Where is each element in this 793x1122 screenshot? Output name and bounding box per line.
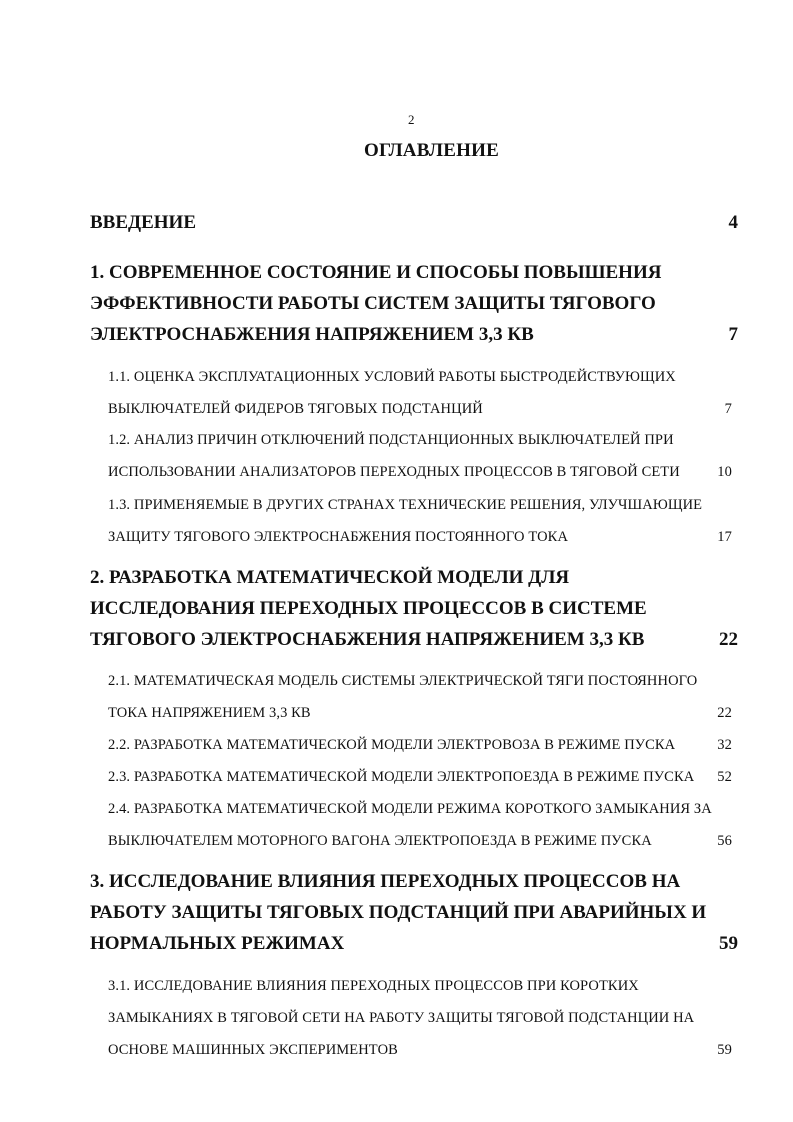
toc-entry-title-line: 1.1. ОЦЕНКА ЭКСПЛУАТАЦИОННЫХ УСЛОВИЙ РАБОТЫ БЫСТРОДЕЙСТВУЮЩИХ [108,369,676,385]
toc-entry-title-line: 2.4. РАЗРАБОТКА МАТЕМАТИЧЕСКОЙ МОДЕЛИ РЕЖИМА КОРОТКОГО ЗАМЫКАНИЯ ЗА [108,801,712,817]
toc-entry-title-line: 2.2. РАЗРАБОТКА МАТЕМАТИЧЕСКОЙ МОДЕЛИ ЭЛЕКТРОВОЗА В РЕЖИМЕ ПУСКА [108,737,676,753]
toc-entry-title-line: ЭЛЕКТРОСНАБЖЕНИЯ НАПРЯЖЕНИЕМ 3,3 КВ [90,324,534,345]
toc-entry-title-line: ЭФФЕКТИВНОСТИ РАБОТЫ СИСТЕМ ЗАЩИТЫ ТЯГОВОГО [90,293,656,314]
toc-entry-page: 7 [724,401,732,417]
toc-section-2-3[interactable] [108,761,732,793]
toc-entry-title-line: РАБОТУ ЗАЩИТЫ ТЯГОВЫХ ПОДСТАНЦИЙ ПРИ АВАРИЙНЫХ И [90,902,707,923]
toc-entry-page: 10 [717,464,732,480]
toc-entry-page: 17 [717,529,732,545]
toc-entry-title-line: 1. СОВРЕМЕННОЕ СОСТОЯНИЕ И СПОСОБЫ ПОВЫШЕНИЯ [90,262,662,283]
toc-entry-title-line: 2.1. МАТЕМАТИЧЕСКАЯ МОДЕЛЬ СИСТЕМЫ ЭЛЕКТРИЧЕСКОЙ ТЯГИ ПОСТОЯННОГО [108,673,698,689]
toc-section-3-1[interactable] [108,970,732,1066]
toc-section-2-2[interactable] [108,729,732,761]
toc-entry-page: 32 [717,737,732,753]
toc-entry-title-line: ВЫКЛЮЧАТЕЛЕЙ ФИДЕРОВ ТЯГОВЫХ ПОДСТАНЦИЙ [108,401,483,417]
toc-entry-page: 22 [719,629,738,650]
toc-entry-page: 59 [719,933,738,954]
toc-entry-title-line: НОРМАЛЬНЫХ РЕЖИМАХ [90,933,345,954]
toc-entry-title-line: 3. ИССЛЕДОВАНИЕ ВЛИЯНИЯ ПЕРЕХОДНЫХ ПРОЦЕССОВ НА [90,871,681,892]
toc-entry-title-line: ТЯГОВОГО ЭЛЕКТРОСНАБЖЕНИЯ НАПРЯЖЕНИЕМ 3,3 КВ [90,629,645,650]
toc-section-1-1[interactable] [108,361,732,425]
toc-chapter-2[interactable] [90,562,738,655]
toc-section-2-4[interactable] [108,793,732,857]
toc-entry-title-line: ЗАЩИТУ ТЯГОВОГО ЭЛЕКТРОСНАБЖЕНИЯ ПОСТОЯННОГО ТОКА [108,529,569,545]
toc-section-1-2[interactable] [108,424,732,488]
toc-entry-title: ВВЕДЕНИЕ [90,212,196,233]
toc-chapter-1[interactable] [90,257,738,350]
page-number: 2 [408,112,415,127]
toc-entry-page: 59 [717,1042,732,1058]
toc-entry-intro[interactable] [90,207,738,238]
toc-heading: ОГЛАВЛЕНИЕ [364,140,499,161]
toc-entry-title-line: ОСНОВЕ МАШИННЫХ ЭКСПЕРИМЕНТОВ [108,1042,398,1058]
toc-entry-page: 52 [717,769,732,785]
toc-entry-title-line: 2. РАЗРАБОТКА МАТЕМАТИЧЕСКОЙ МОДЕЛИ ДЛЯ [90,567,570,588]
toc-chapter-3[interactable] [90,866,738,959]
toc-entry-page: 56 [717,833,732,849]
toc-entry-page: 4 [728,212,738,233]
toc-entry-page: 7 [728,324,738,345]
toc-entry-title-line: ИСПОЛЬЗОВАНИИ АНАЛИЗАТОРОВ ПЕРЕХОДНЫХ ПРОЦЕССОВ В ТЯГОВОЙ СЕТИ [108,464,680,480]
toc-entry-title-line: 3.1. ИССЛЕДОВАНИЕ ВЛИЯНИЯ ПЕРЕХОДНЫХ ПРОЦЕССОВ ПРИ КОРОТКИХ [108,978,639,994]
toc-entry-title-line: 1.3. ПРИМЕНЯЕМЫЕ В ДРУГИХ СТРАНАХ ТЕХНИЧЕСКИЕ РЕШЕНИЯ, УЛУЧШАЮЩИЕ [108,497,703,513]
toc-entry-title-line: ВЫКЛЮЧАТЕЛЕМ МОТОРНОГО ВАГОНА ЭЛЕКТРОПОЕЗДА В РЕЖИМЕ ПУСКА [108,833,652,849]
toc-entry-title-line: 1.2. АНАЛИЗ ПРИЧИН ОТКЛЮЧЕНИЙ ПОДСТАНЦИОННЫХ ВЫКЛЮЧАТЕЛЕЙ ПРИ [108,432,674,448]
toc-entry-page: 22 [717,705,732,721]
toc-entry-title-line: 2.3. РАЗРАБОТКА МАТЕМАТИЧЕСКОЙ МОДЕЛИ ЭЛЕКТРОПОЕЗДА В РЕЖИМЕ ПУСКА [108,769,695,785]
toc-entry-title-line: ЗАМЫКАНИЯХ В ТЯГОВОЙ СЕТИ НА РАБОТУ ЗАЩИТЫ ТЯГОВОЙ ПОДСТАНЦИИ НА [108,1010,695,1026]
toc-section-2-1[interactable] [108,665,732,729]
toc-entry-title-line: ТОКА НАПРЯЖЕНИЕМ 3,3 КВ [108,705,311,721]
toc-section-1-3[interactable] [108,489,732,553]
toc-entry-title-line: ИССЛЕДОВАНИЯ ПЕРЕХОДНЫХ ПРОЦЕССОВ В СИСТЕМЕ [90,598,647,619]
